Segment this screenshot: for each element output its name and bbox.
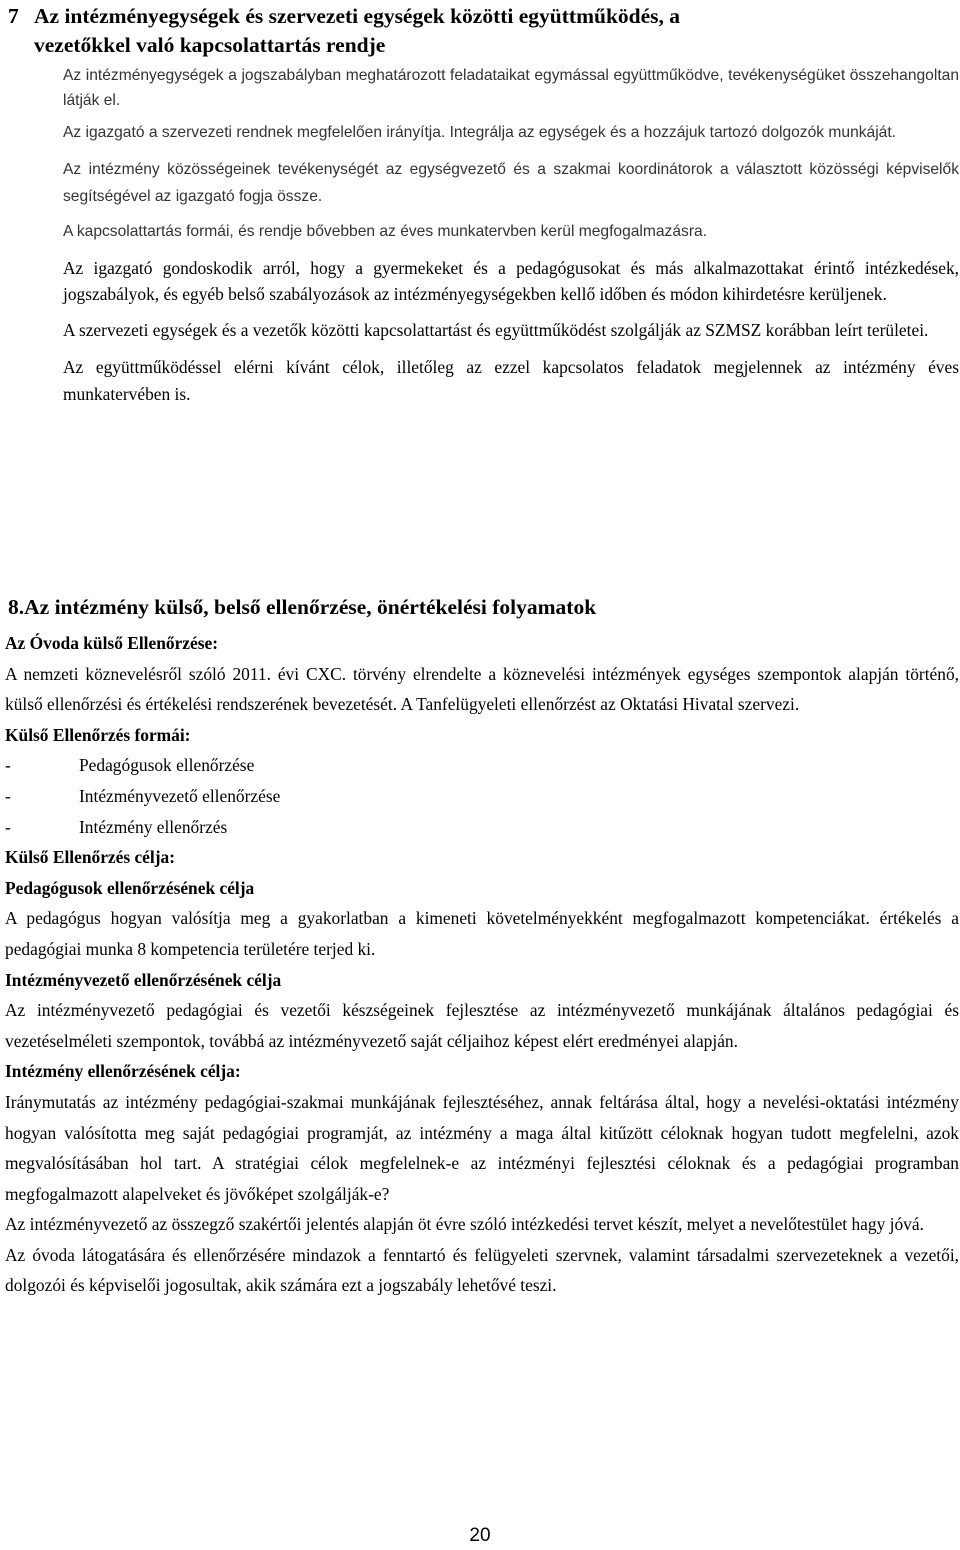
subheading-intezmenyvezeto: Intézményvezető ellenőrzésének célja	[5, 969, 282, 990]
section-7-body	[63, 64, 959, 408]
paragraph: A nemzeti köznevelésről szóló 2011. évi CXC. törvény elrendelte a köznevelési intézmények egységes szempontok alapján történő, külső ellenőrzési és értékelési rendszerének bevezetését. A Tanfelügyeleti ellenőrzést az Oktatási Hivatal szervezi.	[5, 663, 959, 715]
paragraph: Az intézményvezető pedagógiai és vezetői készségeinek fejlesztése az intézményvezető munkájának általános pedagógiai és vezetéselméleti szempontok, továbbá az intézményvezető saját céljaihoz képest elért eredményei alapján.	[5, 1000, 959, 1051]
paragraph: Az igazgató gondoskodik arról, hogy a gyermekeket és a pedagógusokat és más alkalmazottakat érintő intézkedések, jogszabályok, és egyéb belső szabályozások az intézményegységekben kellő időben és módon kihirdetésre kerüljenek.	[63, 258, 959, 304]
section-7-title-line1: Az intézményegységek és szervezeti egységek közötti együttműködés, a	[34, 4, 681, 28]
paragraph: A kapcsolattartás formái, és rendje bővebben az éves munkatervben kerül megfogalmazásra.	[63, 223, 708, 240]
section-8-body	[5, 628, 959, 1301]
list-item: - Intézményvezető ellenőrzése	[5, 785, 281, 806]
paragraph: Az intézményvezető az összegző szakértői jelentés alapján öt évre szóló intézkedési tervet készít, melyet a nevelőtestület hagy jóvá.	[5, 1214, 924, 1235]
subheading-formai: Külső Ellenőrzés formái:	[5, 724, 191, 745]
section-8-heading: 8.Az intézmény külső, belső ellenőrzése, önértékelési folyamatok	[8, 595, 597, 619]
list-item: - Pedagógusok ellenőrzése	[5, 755, 255, 776]
section-7-number: 7	[8, 4, 19, 28]
subheading-celja: Külső Ellenőrzés célja:	[5, 847, 176, 868]
page-number: 20	[469, 1525, 491, 1546]
paragraph: Iránymutatás az intézmény pedagógiai-szakmai munkájának fejlesztéséhez, annak feltárása által, hogy a nevelési-oktatási intézmény hogyan valósította meg saját pedagógiai programját, az intézmény a maga által kitűzött céloknak hogyan tudott megfelelni, azok megvalósításában hol tart. A stratégiai célok megfelelnek-e az intézményi fejlesztési céloknak és a pedagógiai programban megfogalmazott alapelveket és jövőképet szolgálják-e?	[5, 1091, 959, 1204]
paragraph: Az intézményegységek a jogszabályban meghatározott feladataikat egymással együttműködve, tevékenységüket összehangoltan látják el.	[63, 67, 959, 109]
paragraph: Az óvoda látogatására és ellenőrzésére mindazok a fenntartó és felügyeleti szervnek, valamint társadalmi szervezeteknek a vezetői, dolgozói és képviselői jogosultak, akik számára ezt a jogszabály lehetővé teszi.	[5, 1244, 959, 1296]
paragraph: Az intézmény közösségeinek tevékenységét az egységvezető és a szakmai koordinátorok a választott közösségi képviselők segítségével az igazgató fogja össze.	[63, 161, 959, 205]
paragraph: A szervezeti egységek és a vezetők közötti kapcsolattartást és együttműködést szolgálják az SZMSZ korábban leírt területei.	[63, 320, 929, 340]
control-forms-list	[5, 750, 959, 842]
paragraph: Az együttműködéssel elérni kívánt célok, illetőleg az ezzel kapcsolatos feladatok megjelennek az intézmény éves munkatervében is.	[63, 357, 959, 404]
paragraph: A pedagógus hogyan valósítja meg a gyakorlatban a kimeneti követelményekként megfogalmazott kompetenciákat. értékelés a pedagógiai munka 8 kompetencia területére terjed ki.	[5, 908, 959, 959]
subheading-ovoda: Az Óvoda külső Ellenőrzése:	[5, 633, 219, 653]
subheading-intezmeny: Intézmény ellenőrzésének célja:	[5, 1061, 241, 1082]
paragraph: Az igazgató a szervezeti rendnek megfelelően irányítja. Integrálja az egységek és a hozzájuk tartozó dolgozók munkáját.	[63, 124, 897, 141]
list-item: - Intézmény ellenőrzés	[5, 816, 228, 837]
section-7-title-line2: vezetőkkel való kapcsolattartás rendje	[34, 33, 386, 57]
section-7-heading	[8, 2, 948, 60]
subheading-pedagogus: Pedagógusok ellenőrzésének célja	[5, 877, 255, 898]
